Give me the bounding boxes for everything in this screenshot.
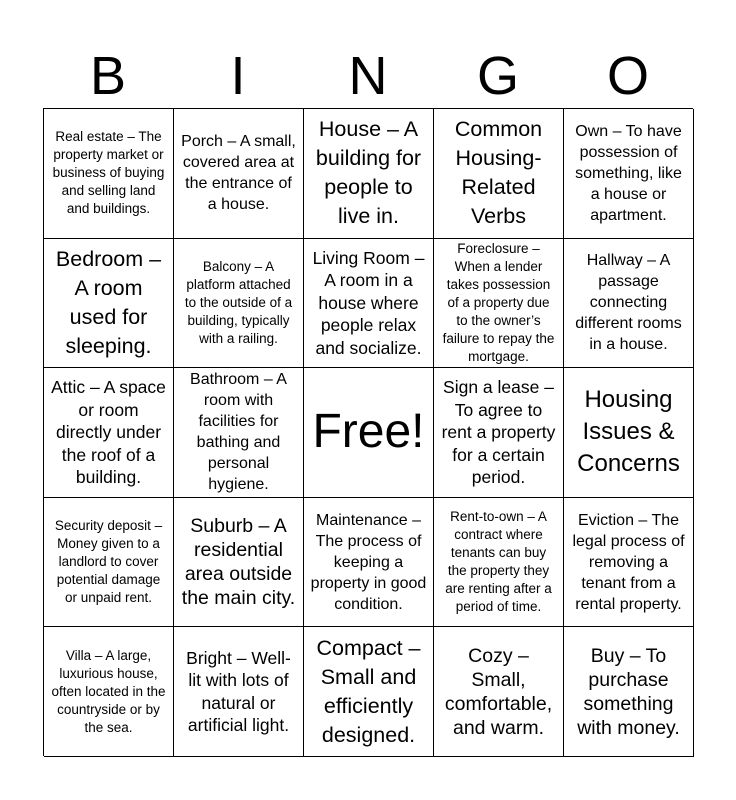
bingo-board: [43, 108, 693, 756]
bingo-cell-attic: [44, 368, 174, 498]
cell-text: Compact – Small and efficiently designed.: [316, 635, 421, 747]
cell-text: Bathroom – A room with facilities for bathing and personal hygiene.: [190, 371, 287, 494]
header-letter-o: O: [606, 46, 649, 106]
free-space-label: Free!: [312, 405, 425, 459]
bingo-cell-house: [304, 109, 434, 239]
cell-text: Eviction – The legal process of removing a tenant from a rental property.: [572, 511, 685, 613]
bingo-cell-hallway: [564, 239, 694, 369]
cell-text: Maintenance – The process of keeping a property in good condition.: [310, 511, 427, 613]
bingo-cell-cozy: [434, 627, 564, 757]
cell-text: Security deposit – Money given to a landlord to cover potential damage or unpaid rent.: [54, 518, 163, 606]
bingo-cell-bedroom: [44, 239, 174, 369]
bingo-cell-common-verbs: [434, 109, 564, 239]
cell-text: Real estate – The property market or business of buying and selling land and buildings.: [52, 129, 165, 217]
cell-text: Attic – A space or room directly under the roof of a building.: [51, 377, 166, 488]
cell-text: House – A building for people to live in.: [315, 117, 422, 229]
bingo-cell-foreclosure: [434, 239, 564, 369]
cell-text: Rent-to-own – A contract where tenants can buy the property they are renting after a period of time.: [445, 509, 552, 615]
bingo-cell-bright: [174, 627, 304, 757]
cell-text: Balcony – A platform attached to the outside of a building, typically with a railing.: [184, 258, 293, 346]
header-letter-i: I: [230, 46, 246, 106]
cell-text: Living Room – A room in a house where people relax and socialize.: [312, 247, 425, 358]
cell-text: Housing Issues & Concerns: [577, 386, 680, 478]
header-letter-n: N: [348, 46, 388, 106]
cell-text: Porch – A small, covered area at the entrance of a house.: [181, 133, 296, 214]
header-letter-g: G: [476, 46, 519, 106]
bingo-cell-sign-a-lease: [434, 368, 564, 498]
bingo-cell-balcony: [174, 239, 304, 369]
cell-text: Common Housing-Related Verbs: [454, 117, 543, 229]
cell-text: Bright – Well-lit with lots of natural or artificial light.: [186, 647, 291, 736]
cell-text: Hallway – A passage connecting different rooms in a house.: [575, 252, 682, 354]
bingo-cell-porch: [174, 109, 304, 239]
cell-text: Suburb – A residential area outside the main city.: [181, 515, 296, 610]
bingo-cell-bathroom: [174, 368, 304, 498]
header-letter-b: B: [89, 46, 127, 106]
bingo-cell-living-room: [304, 239, 434, 369]
bingo-cell-maintenance: [304, 498, 434, 628]
bingo-cell-own: [564, 109, 694, 239]
bingo-cell-compact: [304, 627, 434, 757]
bingo-cell-suburb: [174, 498, 304, 628]
bingo-header: [43, 44, 693, 108]
cell-text: Cozy – Small, comfortable, and warm.: [444, 644, 553, 739]
cell-text: Own – To have possession of something, like a house or apartment.: [575, 122, 682, 224]
bingo-cell-buy: [564, 627, 694, 757]
bingo-cell-security-deposit: [44, 498, 174, 628]
cell-text: Villa – A large, luxurious house, often located in the countryside or by the sea.: [51, 647, 166, 735]
bingo-cell-eviction: [564, 498, 694, 628]
bingo-cell-housing-issues: [564, 368, 694, 498]
bingo-cell-real-estate: [44, 109, 174, 239]
cell-text: Foreclosure – When a lender takes possession of a property due to the owner’s failure to repay the mortgage.: [442, 240, 555, 364]
cell-text: Sign a lease – To agree to rent a property for a certain period.: [441, 377, 556, 488]
cell-text: Buy – To purchase something with money.: [577, 644, 680, 739]
bingo-cell-rent-to-own: [434, 498, 564, 628]
cell-text: Bedroom – A room used for sleeping.: [55, 246, 162, 358]
bingo-cell-villa: [44, 627, 174, 757]
bingo-cell-free: [304, 368, 434, 498]
